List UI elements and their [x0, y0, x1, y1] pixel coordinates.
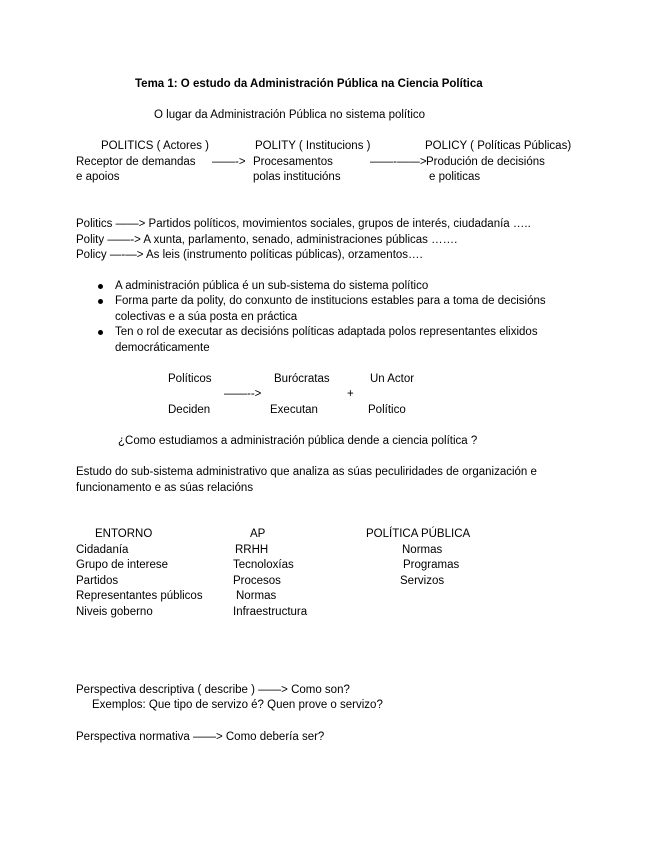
- actor-deciden: Deciden: [168, 404, 211, 416]
- actor-politicos: Políticos: [168, 373, 212, 385]
- table-header-politica: POLÍTICA PÚBLICA: [366, 528, 471, 540]
- polity-heading: POLITY ( Institucions ): [255, 140, 371, 152]
- entorno-item: Cidadanía: [76, 544, 129, 556]
- perspectiva-descriptiva: Perspectiva descriptiva ( describe ) ——> Como son?: [76, 684, 350, 696]
- procesamentos-line-1: Procesamentos: [253, 156, 333, 168]
- ap-item: Tecnoloxías: [233, 559, 294, 571]
- entorno-item: Partidos: [76, 575, 119, 587]
- ap-item: Infraestructura: [233, 606, 308, 618]
- flow-arrow-2: ——-——>: [370, 156, 427, 168]
- bullet-item: Forma parte da polity, do conxunto de institucions estables para a toma de decisións: [115, 295, 546, 307]
- definition-polity: Polity ——-> A xunta, parlamento, senado, administraciones públicas …….: [76, 234, 458, 246]
- politica-item: Programas: [403, 559, 460, 571]
- table-header-ap: AP: [250, 528, 266, 540]
- entorno-item: Grupo de interese: [76, 559, 169, 571]
- subtitle: O lugar da Administración Pública no sistema político: [154, 109, 426, 121]
- bullet-item-continued: colectivas e a súa posta en práctica: [115, 311, 298, 323]
- bullet-dot: [98, 330, 103, 335]
- ap-item: RRHH: [235, 544, 269, 556]
- procesamentos-line-2: polas institucións: [253, 171, 341, 183]
- table-header-entorno: ENTORNO: [95, 528, 153, 540]
- flow-arrow-1: ——->: [212, 156, 246, 168]
- bullet-item-continued: democráticamente: [115, 342, 210, 354]
- estudo-line-1: Estudo do sub-sistema administrativo que analiza as súas peculiridades de organización e: [76, 466, 537, 478]
- actors-plus: +: [347, 388, 354, 400]
- ap-item: Normas: [236, 590, 277, 602]
- estudo-line-2: funcionamento e as súas relacións: [76, 482, 254, 494]
- bullet-dot: [98, 299, 103, 304]
- exemplos-text: Exemplos: Que tipo de servizo é? Quen prove o servizo?: [92, 699, 383, 711]
- actor-un-actor: Un Actor: [370, 373, 415, 385]
- actor-executan: Executan: [270, 404, 318, 416]
- definition-politics: Politics ——> Partidos políticos, movimientos sociales, grupos de interés, ciudadanía …..: [76, 218, 531, 230]
- perspectiva-normativa: Perspectiva normativa ——> Como debería ser?: [76, 731, 325, 743]
- policy-heading: POLICY ( Políticas Públicas): [425, 140, 572, 152]
- producion-line-1: Produción de decisións: [426, 156, 545, 168]
- entorno-item: Representantes públicos: [76, 590, 203, 602]
- ap-item: Procesos: [233, 575, 281, 587]
- receptor-line-1: Receptor de demandas: [76, 156, 196, 168]
- document-title: Tema 1: O estudo da Administración Pública na Ciencia Política: [135, 78, 483, 90]
- actor-burocratas: Burócratas: [274, 373, 330, 385]
- bullet-item: A administración pública é un sub-sistema do sistema político: [115, 280, 429, 292]
- actors-arrow: ——-->: [224, 388, 262, 400]
- politics-heading: POLITICS ( Actores ): [101, 140, 209, 152]
- actor-politico: Político: [368, 404, 406, 416]
- bullet-item: Ten o rol de executar as decisións políticas adaptada polos representantes elixidos: [115, 326, 538, 338]
- bullet-dot: [98, 284, 103, 289]
- question-text: ¿Como estudiamos a administración pública dende a ciencia política ?: [118, 435, 478, 447]
- entorno-item: Niveis goberno: [76, 606, 153, 618]
- politica-item: Normas: [402, 544, 443, 556]
- politica-item: Servizos: [400, 575, 445, 587]
- definition-policy: Policy —-—> As leis (instrumento políticas públicas), orzamentos….: [76, 249, 423, 261]
- receptor-line-2: e apoios: [76, 171, 120, 183]
- producion-line-2: e politicas: [429, 171, 481, 183]
